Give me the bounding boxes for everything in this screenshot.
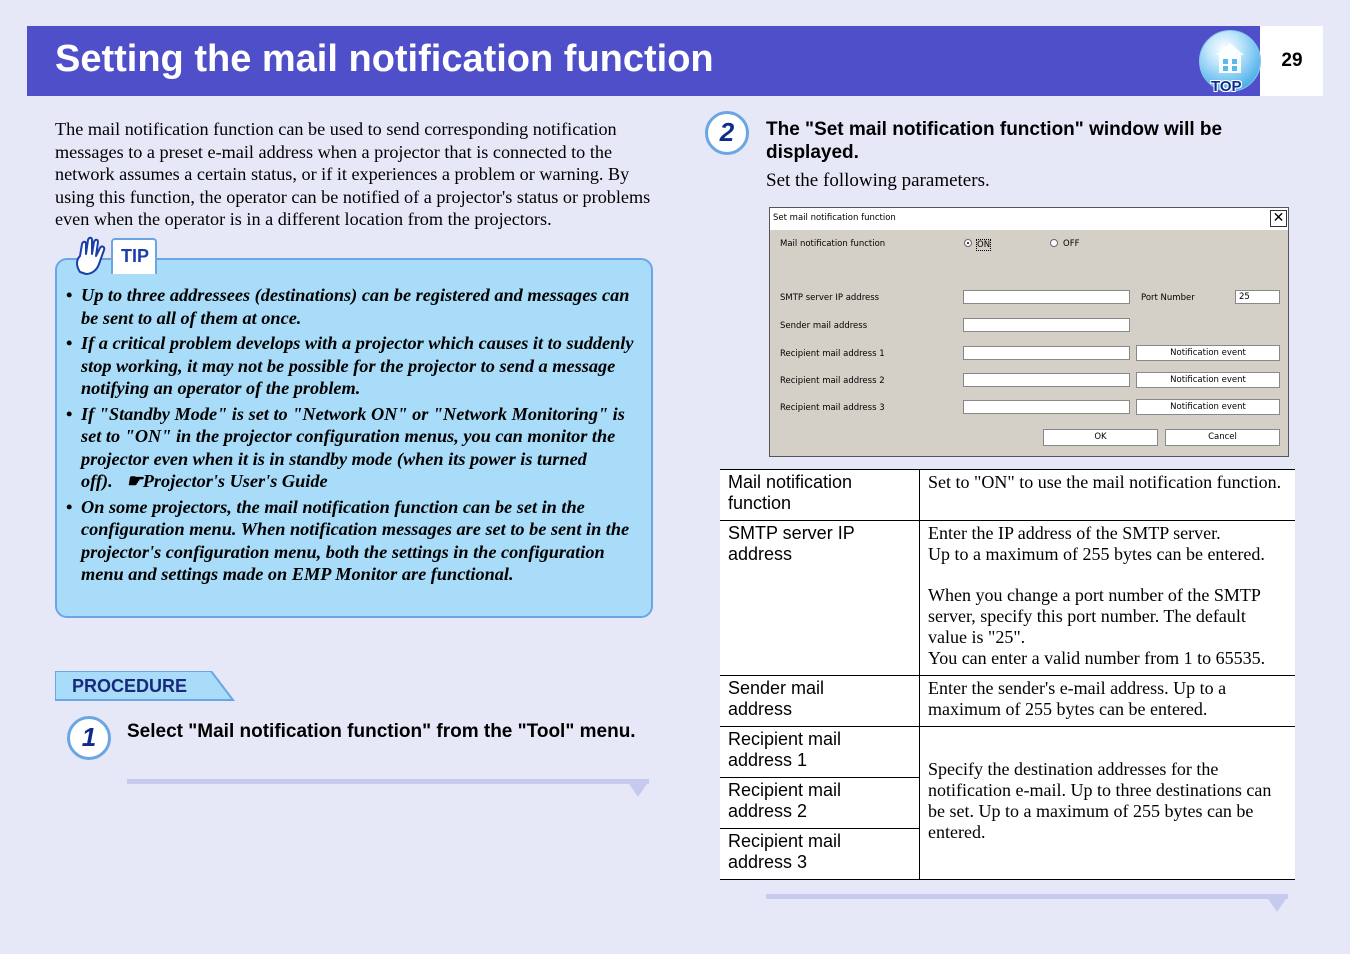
port-input[interactable]: 25	[1235, 290, 1280, 304]
off-radio-label: OFF	[1063, 239, 1080, 249]
sender-input[interactable]	[963, 318, 1130, 332]
notification-event-button-3[interactable]: Notification event	[1136, 399, 1280, 415]
param-description: Enter the sender's e-mail address. Up to a maximum of 255 bytes can be entered.	[920, 676, 1296, 727]
tip-label: TIP	[120, 246, 149, 266]
param-name: Recipient mail address 1	[720, 727, 920, 778]
tip-item: • Up to three addressees (destinations) can be registered and messages can be sent to all of them at once.	[66, 284, 646, 329]
step-1-arrow-icon	[627, 781, 649, 797]
param-name: SMTP server IP address	[720, 521, 920, 676]
dialog-title: Set mail notification function	[773, 213, 896, 223]
smtp-label: SMTP server IP address	[780, 293, 880, 303]
notification-event-button-1[interactable]: Notification event	[1136, 345, 1280, 361]
top-label: TOP	[1211, 78, 1242, 95]
mail-notification-dialog	[769, 207, 1289, 457]
sender-label: Sender mail address	[780, 321, 868, 331]
recipient-1-label: Recipient mail address 1	[780, 349, 885, 359]
mail-notification-label: Mail notification function	[780, 239, 886, 249]
table-row	[720, 521, 1295, 676]
on-radio-label: ON	[977, 240, 991, 250]
smtp-input[interactable]	[963, 290, 1130, 304]
ok-button[interactable]: OK	[1043, 429, 1158, 446]
tip-item: • On some projectors, the mail notification function can be set in the configuration menu. When notification messages are set to be sent in the projector's configuration menu, both the settings in the configuration menu and settings made on EMP Monitor are functional.	[66, 496, 646, 586]
page-title: Setting the mail notification function	[55, 38, 714, 80]
close-icon[interactable]: ✕	[1270, 210, 1287, 227]
param-name: Recipient mail address 2	[720, 778, 920, 829]
tip-item: • If "Standby Mode" is set to "Network ON" or "Network Monitoring" is set to "ON" in the projector configuration menus, you can monitor the projector even when it is in standby mode (when its power is turned off). ☛Projector's User's Guide	[66, 403, 646, 493]
tip-list	[66, 284, 646, 589]
table-row	[720, 470, 1295, 521]
recipient-3-label: Recipient mail address 3	[780, 403, 885, 413]
page-number: 29	[1281, 50, 1303, 71]
table-row	[720, 727, 1295, 778]
off-radio[interactable]	[1050, 239, 1058, 247]
top-icon[interactable]	[1197, 28, 1263, 96]
intro-paragraph: The mail notification function can be used to send corresponding notification messages to a preset e-mail address when a projector that is connected to the network assumes a certain status, or if it experiences a problem or warning. By using this function, the operator can be notified of a projector's status or problems even when the operator is in a different location from the projectors.	[55, 119, 651, 230]
recipient-1-input[interactable]	[963, 346, 1130, 360]
pointing-hand-icon	[72, 236, 110, 276]
notification-event-button-2[interactable]: Notification event	[1136, 372, 1280, 388]
port-label: Port Number	[1141, 293, 1195, 303]
table-row	[720, 676, 1295, 727]
param-name: Sender mail address	[720, 676, 920, 727]
on-radio[interactable]	[964, 239, 972, 247]
cancel-button[interactable]: Cancel	[1165, 429, 1280, 446]
param-name: Recipient mail address 3	[720, 829, 920, 880]
reference-link[interactable]: Projector's User's Guide	[142, 471, 328, 491]
step-2-text: The "Set mail notification function" window will be displayed.	[766, 119, 1223, 163]
dialog-title-bar	[770, 208, 1288, 230]
step-2-divider	[766, 894, 1288, 899]
step-1-divider	[127, 779, 649, 784]
step-2-number: 2	[719, 117, 735, 147]
parameters-table	[720, 469, 1295, 880]
param-description: Enter the IP address of the SMTP server. Up to a maximum of 255 bytes can be entered. When you change a port number of the SMTP server, specify this port number. The default value is "25". You can enter a valid number from 1 to 65535.	[920, 521, 1296, 676]
step-2-arrow-icon	[1266, 896, 1288, 912]
recipient-2-input[interactable]	[963, 373, 1130, 387]
recipient-3-input[interactable]	[963, 400, 1130, 414]
tip-item: • If a critical problem develops with a projector which causes it to suddenly stop working, it may not be possible for the projector to send a message notifying an operator of the problem.	[66, 332, 646, 400]
page-header	[27, 26, 1260, 96]
step-1-text: Select "Mail notification function" from the "Tool" menu.	[127, 721, 636, 742]
reference-icon: ☛	[126, 471, 143, 491]
param-description: Set to "ON" to use the mail notification function.	[920, 470, 1296, 521]
param-name: Mail notification function	[720, 470, 920, 521]
procedure-label: PROCEDURE	[72, 676, 188, 696]
step-2-subtext: Set the following parameters.	[766, 170, 990, 191]
step-1-number: 1	[81, 722, 97, 752]
recipient-2-label: Recipient mail address 2	[780, 376, 885, 386]
param-description: Specify the destination addresses for the notification e-mail. Up to three destinations can be set. Up to a maximum of 255 bytes can be entered.	[920, 727, 1296, 880]
